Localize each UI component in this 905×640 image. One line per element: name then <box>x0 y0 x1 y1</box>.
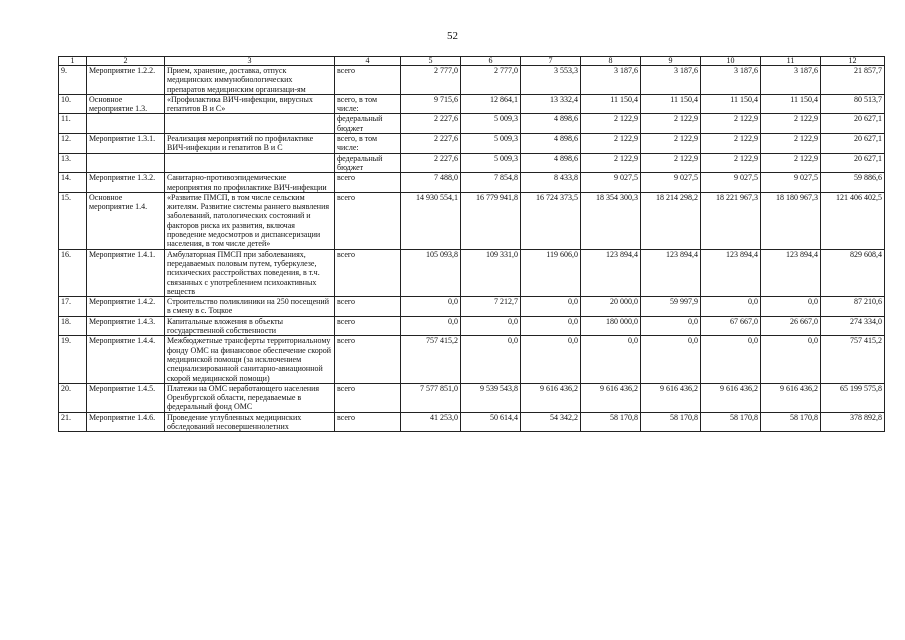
measure-name-cell: Основное мероприятие 1.3. <box>87 94 165 114</box>
value-cell: 14 930 554,1 <box>401 192 461 249</box>
value-cell: 119 606,0 <box>521 249 581 296</box>
measure-name-cell: Мероприятие 1.4.1. <box>87 249 165 296</box>
value-cell: 9 616 436,2 <box>581 383 641 412</box>
row-number-cell: 11. <box>59 114 87 134</box>
description-cell: Санитарно-противоэпидемические мероприятия по профилактике ВИЧ-инфекции <box>165 173 335 193</box>
description-cell: Проведение углубленных медицинских обследований несовершеннолетних <box>165 412 335 432</box>
value-cell: 180 000,0 <box>581 316 641 336</box>
value-cell: 58 170,8 <box>761 412 821 432</box>
measure-name-cell: Мероприятие 1.4.6. <box>87 412 165 432</box>
value-cell: 18 180 967,3 <box>761 192 821 249</box>
total-value-cell: 65 199 575,8 <box>821 383 885 412</box>
measure-name-cell: Мероприятие 1.4.2. <box>87 297 165 317</box>
measure-name-cell: Мероприятие 1.3.1. <box>87 134 165 154</box>
funding-source-cell: всего <box>335 412 401 432</box>
row-number-cell: 14. <box>59 173 87 193</box>
measure-name-cell <box>87 114 165 134</box>
row-number-cell: 16. <box>59 249 87 296</box>
value-cell: 123 894,4 <box>761 249 821 296</box>
header-cell: 12 <box>821 57 885 66</box>
value-cell: 11 150,4 <box>581 94 641 114</box>
value-cell: 18 354 300,3 <box>581 192 641 249</box>
value-cell: 0,0 <box>641 316 701 336</box>
row-number-cell: 20. <box>59 383 87 412</box>
value-cell: 0,0 <box>761 297 821 317</box>
value-cell: 0,0 <box>521 336 581 383</box>
value-cell: 4 898,6 <box>521 114 581 134</box>
value-cell: 2 122,9 <box>581 114 641 134</box>
value-cell: 4 898,6 <box>521 153 581 173</box>
header-cell: 10 <box>701 57 761 66</box>
value-cell: 9 616 436,2 <box>701 383 761 412</box>
measure-name-cell: Мероприятие 1.3.2. <box>87 173 165 193</box>
value-cell: 9 616 436,2 <box>641 383 701 412</box>
value-cell: 3 187,6 <box>701 66 761 95</box>
row-number-cell: 21. <box>59 412 87 432</box>
header-cell: 4 <box>335 57 401 66</box>
page-number: 52 <box>447 30 458 42</box>
value-cell: 3 553,3 <box>521 66 581 95</box>
value-cell: 2 122,9 <box>581 134 641 154</box>
total-value-cell: 87 210,6 <box>821 297 885 317</box>
value-cell: 58 170,8 <box>581 412 641 432</box>
value-cell: 7 212,7 <box>461 297 521 317</box>
measure-name-cell: Мероприятие 1.2.2. <box>87 66 165 95</box>
value-cell: 2 122,9 <box>581 153 641 173</box>
table-row <box>59 316 885 336</box>
description-cell <box>165 114 335 134</box>
header-cell: 5 <box>401 57 461 66</box>
value-cell: 18 214 298,2 <box>641 192 701 249</box>
value-cell: 20 000,0 <box>581 297 641 317</box>
value-cell: 123 894,4 <box>641 249 701 296</box>
table-row <box>59 94 885 114</box>
funding-source-cell: всего <box>335 297 401 317</box>
value-cell: 5 009,3 <box>461 153 521 173</box>
description-cell: Межбюджетные трансферты территориальному фонду ОМС на финансовое обеспечение скорой медицинской помощи (за исключением специализированной санитарно-авиационной скорой медицинской помощи) <box>165 336 335 383</box>
value-cell: 18 221 967,3 <box>701 192 761 249</box>
table-row <box>59 336 885 383</box>
total-value-cell: 829 608,4 <box>821 249 885 296</box>
value-cell: 54 342,2 <box>521 412 581 432</box>
value-cell: 3 187,6 <box>641 66 701 95</box>
header-cell: 11 <box>761 57 821 66</box>
funding-source-cell: всего <box>335 316 401 336</box>
value-cell: 7 488,0 <box>401 173 461 193</box>
value-cell: 9 027,5 <box>761 173 821 193</box>
header-cell: 8 <box>581 57 641 66</box>
funding-source-cell: федеральный бюджет <box>335 153 401 173</box>
funding-source-cell: всего <box>335 192 401 249</box>
measure-name-cell: Основное мероприятие 1.4. <box>87 192 165 249</box>
value-cell: 26 667,0 <box>761 316 821 336</box>
description-cell: Капитальные вложения в объекты государственной собственности <box>165 316 335 336</box>
value-cell: 0,0 <box>761 336 821 383</box>
table-row <box>59 192 885 249</box>
value-cell: 2 777,0 <box>401 66 461 95</box>
description-cell: Амбулаторная ПМСП при заболеваниях, передаваемых половым путем, туберкулезе, психических расстройствах поведения, в т.ч. связанных с употреблением психоактивных веществ <box>165 249 335 296</box>
total-value-cell: 59 886,6 <box>821 173 885 193</box>
table-row <box>59 134 885 154</box>
value-cell: 7 577 851,0 <box>401 383 461 412</box>
description-cell: «Развитие ПМСП, в том числе сельским жителям. Развитие системы раннего выявления заболеваний, патологических состояний и факторов риска их развития, включая проведение медосмотров и диспансеризации населения, в том числе детей» <box>165 192 335 249</box>
value-cell: 123 894,4 <box>581 249 641 296</box>
value-cell: 9 027,5 <box>581 173 641 193</box>
row-number-cell: 18. <box>59 316 87 336</box>
funding-source-cell: всего <box>335 173 401 193</box>
value-cell: 16 724 373,5 <box>521 192 581 249</box>
measure-name-cell: Мероприятие 1.4.5. <box>87 383 165 412</box>
row-number-cell: 12. <box>59 134 87 154</box>
total-value-cell: 20 627,1 <box>821 134 885 154</box>
total-value-cell: 274 334,0 <box>821 316 885 336</box>
table-body <box>59 66 885 432</box>
value-cell: 59 997,9 <box>641 297 701 317</box>
total-value-cell: 378 892,8 <box>821 412 885 432</box>
value-cell: 58 170,8 <box>641 412 701 432</box>
funding-source-cell: всего <box>335 336 401 383</box>
funding-source-cell: всего <box>335 383 401 412</box>
measure-name-cell: Мероприятие 1.4.3. <box>87 316 165 336</box>
total-value-cell: 20 627,1 <box>821 153 885 173</box>
budget-table <box>58 56 885 432</box>
value-cell: 11 150,4 <box>701 94 761 114</box>
table-row <box>59 383 885 412</box>
value-cell: 16 779 941,8 <box>461 192 521 249</box>
value-cell: 2 122,9 <box>761 134 821 154</box>
value-cell: 5 009,3 <box>461 134 521 154</box>
value-cell: 12 864,1 <box>461 94 521 114</box>
table-row <box>59 249 885 296</box>
value-cell: 123 894,4 <box>701 249 761 296</box>
funding-source-cell: всего <box>335 249 401 296</box>
total-value-cell: 757 415,2 <box>821 336 885 383</box>
value-cell: 9 616 436,2 <box>521 383 581 412</box>
value-cell: 0,0 <box>461 316 521 336</box>
value-cell: 2 227,6 <box>401 134 461 154</box>
value-cell: 0,0 <box>701 336 761 383</box>
value-cell: 2 122,9 <box>641 153 701 173</box>
table-row <box>59 153 885 173</box>
header-cell: 9 <box>641 57 701 66</box>
header-cell: 7 <box>521 57 581 66</box>
value-cell: 9 539 543,8 <box>461 383 521 412</box>
row-number-cell: 15. <box>59 192 87 249</box>
table-row <box>59 66 885 95</box>
row-number-cell: 10. <box>59 94 87 114</box>
value-cell: 2 227,6 <box>401 153 461 173</box>
value-cell: 9 715,6 <box>401 94 461 114</box>
total-value-cell: 121 406 402,5 <box>821 192 885 249</box>
row-number-cell: 17. <box>59 297 87 317</box>
value-cell: 11 150,4 <box>761 94 821 114</box>
value-cell: 0,0 <box>701 297 761 317</box>
header-cell: 1 <box>59 57 87 66</box>
value-cell: 58 170,8 <box>701 412 761 432</box>
description-cell: Платежи на ОМС неработающего населения Оренбургской области, передаваемые в федеральный фонд ОМС <box>165 383 335 412</box>
value-cell: 2 122,9 <box>761 114 821 134</box>
value-cell: 0,0 <box>521 297 581 317</box>
value-cell: 109 331,0 <box>461 249 521 296</box>
value-cell: 9 616 436,2 <box>761 383 821 412</box>
value-cell: 757 415,2 <box>401 336 461 383</box>
funding-source-cell: федеральный бюджет <box>335 114 401 134</box>
value-cell: 2 227,6 <box>401 114 461 134</box>
value-cell: 0,0 <box>401 297 461 317</box>
table-row <box>59 297 885 317</box>
measure-name-cell: Мероприятие 1.4.4. <box>87 336 165 383</box>
value-cell: 0,0 <box>521 316 581 336</box>
value-cell: 2 777,0 <box>461 66 521 95</box>
value-cell: 2 122,9 <box>701 114 761 134</box>
table-row <box>59 173 885 193</box>
row-number-cell: 19. <box>59 336 87 383</box>
value-cell: 13 332,4 <box>521 94 581 114</box>
total-value-cell: 21 857,7 <box>821 66 885 95</box>
value-cell: 8 433,8 <box>521 173 581 193</box>
total-value-cell: 80 513,7 <box>821 94 885 114</box>
funding-source-cell: всего, в том числе: <box>335 94 401 114</box>
header-cell: 2 <box>87 57 165 66</box>
value-cell: 0,0 <box>641 336 701 383</box>
total-value-cell: 20 627,1 <box>821 114 885 134</box>
value-cell: 0,0 <box>461 336 521 383</box>
funding-source-cell: всего <box>335 66 401 95</box>
value-cell: 2 122,9 <box>641 134 701 154</box>
description-cell: Строительство поликлиники на 250 посещений в смену в с. Тоцкое <box>165 297 335 317</box>
value-cell: 2 122,9 <box>701 153 761 173</box>
description-cell: Прием, хранение, доставка, отпуск медицинских иммунобиологических препаратов медицинским организаци-ям <box>165 66 335 95</box>
row-number-cell: 13. <box>59 153 87 173</box>
value-cell: 9 027,5 <box>641 173 701 193</box>
value-cell: 2 122,9 <box>641 114 701 134</box>
value-cell: 41 253,0 <box>401 412 461 432</box>
funding-source-cell: всего, в том числе: <box>335 134 401 154</box>
header-row <box>59 57 885 66</box>
description-cell: «Профилактика ВИЧ-инфекции, вирусных гепатитов В и С» <box>165 94 335 114</box>
header-cell: 6 <box>461 57 521 66</box>
value-cell: 0,0 <box>581 336 641 383</box>
value-cell: 50 614,4 <box>461 412 521 432</box>
value-cell: 105 093,8 <box>401 249 461 296</box>
value-cell: 67 667,0 <box>701 316 761 336</box>
value-cell: 5 009,3 <box>461 114 521 134</box>
description-cell: Реализация мероприятий по профилактике ВИЧ-инфекции и гепатитов В и С <box>165 134 335 154</box>
description-cell <box>165 153 335 173</box>
row-number-cell: 9. <box>59 66 87 95</box>
measure-name-cell <box>87 153 165 173</box>
value-cell: 0,0 <box>401 316 461 336</box>
value-cell: 3 187,6 <box>761 66 821 95</box>
value-cell: 9 027,5 <box>701 173 761 193</box>
value-cell: 2 122,9 <box>761 153 821 173</box>
value-cell: 3 187,6 <box>581 66 641 95</box>
value-cell: 4 898,6 <box>521 134 581 154</box>
header-cell: 3 <box>165 57 335 66</box>
value-cell: 7 854,8 <box>461 173 521 193</box>
table-row <box>59 412 885 432</box>
table-row <box>59 114 885 134</box>
value-cell: 2 122,9 <box>701 134 761 154</box>
value-cell: 11 150,4 <box>641 94 701 114</box>
